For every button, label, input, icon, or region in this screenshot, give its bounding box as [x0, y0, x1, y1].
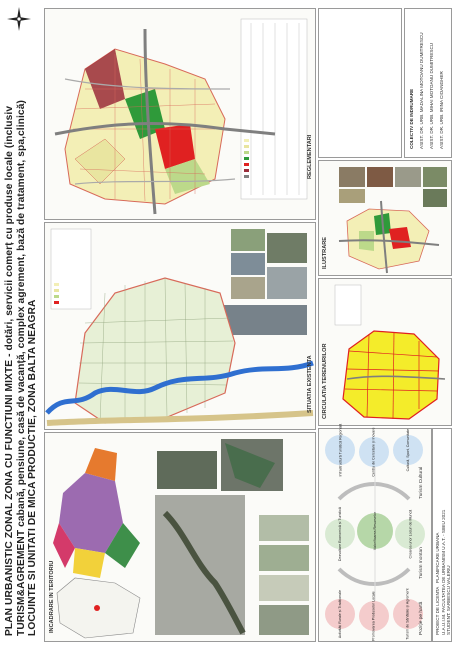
- reglementari-panel: [44, 8, 316, 220]
- incadrare-map: [45, 433, 315, 641]
- concept-bubble-top-1: Infrastructură Turistică Regională: [325, 435, 355, 465]
- title-line-3: LOCUINTE SI UNITATI DE MICA PRODUCTIE, ZONA BALTA NEAGRA: [27, 299, 38, 636]
- concept-bubble-bottom-3: Turism de Sănătate și Agrement: [393, 599, 423, 629]
- team-member-3: ASIST. DR. URB. IRINA CIOANGHER: [439, 71, 444, 149]
- project-student: STUDENT: SARBESCU VALERIU: [446, 565, 451, 635]
- concept-bubble-bottom-2: Promovarea Produselor Locale: [359, 601, 389, 631]
- incadrare-panel: [44, 432, 316, 642]
- concept-bubble-mid-2: Valorificarea Resurselor: [357, 513, 393, 549]
- concept-diagram-panel: [318, 423, 432, 642]
- concept-bubble-top-3: Cultură, Sport, Comunitate: [393, 435, 423, 465]
- north-arrow-icon: [6, 6, 32, 32]
- project-info-strip: [432, 428, 452, 642]
- main-title: [4, 36, 39, 636]
- reglementari-label: REGLEMENTARI: [307, 134, 313, 179]
- ilustrare-renders: [319, 161, 451, 275]
- ilustrare-label: ILUSTRARE: [322, 236, 328, 269]
- ilustrare-panel: [318, 160, 452, 276]
- project-type: PROIECT DE LICENTA PLANIFICARE URBANA: [435, 532, 440, 635]
- incadrare-label: INCADRARE IN TERITORIU: [49, 560, 55, 633]
- concept-label-turism-cultural: Turism Cultural: [419, 466, 424, 499]
- situatia-existenta-map: [45, 223, 315, 429]
- concept-bubble-top-2: Centru de Cercetare și Inovare: [359, 437, 389, 467]
- concept-bubble-mid-3: Crearea unor Locuri de Muncă: [395, 519, 425, 549]
- team-heading: COLECTIV DE INDRUMARE: [409, 88, 414, 149]
- reglementari-map: [45, 9, 315, 219]
- situatia-existenta-label: SITUATIA EXISTENTA: [307, 355, 313, 413]
- concept-bubble-bottom-1: Activități Rurale și Tradiționale: [325, 599, 355, 629]
- team-member-1: ASIST. DR. URB. MADALINA MOTOANU DUMITRESCU: [419, 32, 424, 149]
- title-line-2: TURISM&AGREMENT cabană, pensiune, casă de vacanță, complex agrement, bază de tratament, spa,clinică): [15, 100, 27, 636]
- concept-bubble-mid-1: Dezvoltare Economică și Turistică: [325, 519, 355, 549]
- concept-label-pozitie: Poziție pe hartă: [419, 601, 424, 635]
- circulatia-panel: [318, 278, 452, 426]
- project-university: U.A.U.I.M. FACULTATEA DE URBANISM U.A.T. - SIBIU 2021: [441, 509, 446, 635]
- concept-label-turism-montan: Turism montan: [419, 547, 424, 579]
- situatia-existenta-panel: [44, 222, 316, 430]
- team-box: [404, 8, 452, 158]
- circulatia-map: [319, 279, 451, 425]
- title-line-1: PLAN URBANISTIC ZONAL ZONA CU FUNCTIUNI MIXTE - dotări, servicii comerț cu produse locale (inclusiv: [4, 105, 15, 636]
- project-subject: PLANIFICARE URBANA: [435, 532, 440, 584]
- team-member-2: ASIST. DR. URB. MIHAI MOTOANU DUMITRESCU: [429, 42, 434, 149]
- blank-panel: [318, 8, 402, 158]
- circulatia-label: CIRCULATIA TERENURILOR: [322, 343, 328, 419]
